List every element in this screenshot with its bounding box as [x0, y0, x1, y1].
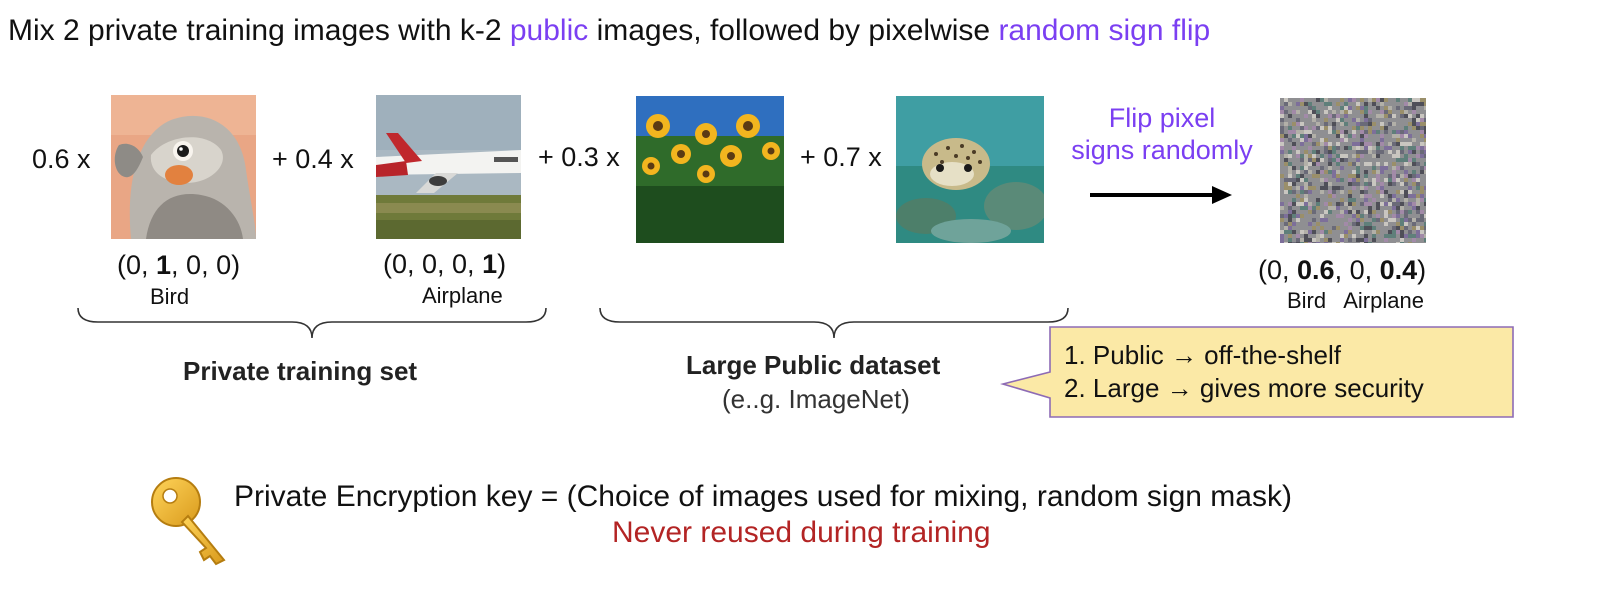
bird-image	[111, 95, 256, 239]
flip-label-line1: Flip pixel	[1108, 103, 1216, 133]
flip-label	[1062, 102, 1262, 166]
airplane-label-tuple	[383, 249, 506, 280]
tuple-open: (0,	[117, 250, 157, 280]
public-set-example: (e..g. ImageNet)	[722, 384, 910, 414]
tuple-bold-value: 0.4	[1379, 255, 1418, 285]
title-part2: images, followed by pixelwise	[588, 14, 999, 47]
callout-line2: 2. Large → gives more security	[1064, 373, 1424, 403]
key-icon	[148, 474, 230, 566]
mixed-noise-image	[1280, 98, 1426, 243]
title-part1: Mix 2 private training images with k-2	[8, 14, 510, 47]
sunflowers-image	[636, 96, 784, 243]
tuple-part: )	[1417, 255, 1427, 285]
bird-class-name: Bird	[150, 284, 190, 309]
callout-text	[1064, 339, 1424, 405]
coefficient-sunflowers: + 0.3 x	[538, 142, 620, 172]
callout-line1: 1. Public → off-the-shelf	[1064, 340, 1341, 370]
mixed-label-tuple	[1258, 255, 1426, 286]
flip-label-line2: signs randomly	[1071, 135, 1253, 165]
encryption-key-definition: Private Encryption key = (Choice of images used for mixing, random sign mask)	[234, 480, 1292, 513]
coefficient-airplane: + 0.4 x	[272, 144, 354, 174]
tuple-open: (0, 0, 0,	[383, 249, 483, 279]
airplane-image	[376, 95, 521, 239]
public-set-label: Large Public dataset	[686, 350, 941, 380]
tuple-part: (0,	[1258, 255, 1298, 285]
diagram-title	[8, 14, 1210, 48]
bird-label-tuple	[117, 250, 240, 281]
airplane-class-name: Airplane	[422, 283, 503, 308]
tuple-bold-value: 1	[156, 250, 172, 280]
private-set-brace	[76, 306, 548, 346]
title-public-word: public	[509, 14, 589, 47]
tuple-close: )	[497, 249, 507, 279]
coefficient-bird: 0.6 x	[32, 144, 91, 174]
tuple-bold-value: 0.6	[1297, 255, 1335, 285]
private-set-label: Private training set	[183, 356, 418, 386]
title-flip-phrase: random sign flip	[998, 14, 1211, 47]
never-reused-note: Never reused during training	[612, 516, 991, 549]
coefficient-pufferfish: + 0.7 x	[800, 142, 882, 172]
tuple-bold-value: 1	[482, 249, 498, 279]
tuple-close: , 0, 0)	[171, 250, 241, 280]
mixed-class-names: Bird Airplane	[1287, 288, 1424, 313]
pufferfish-image	[896, 96, 1044, 243]
flip-arrow	[1088, 183, 1234, 207]
tuple-part: , 0,	[1334, 255, 1380, 285]
